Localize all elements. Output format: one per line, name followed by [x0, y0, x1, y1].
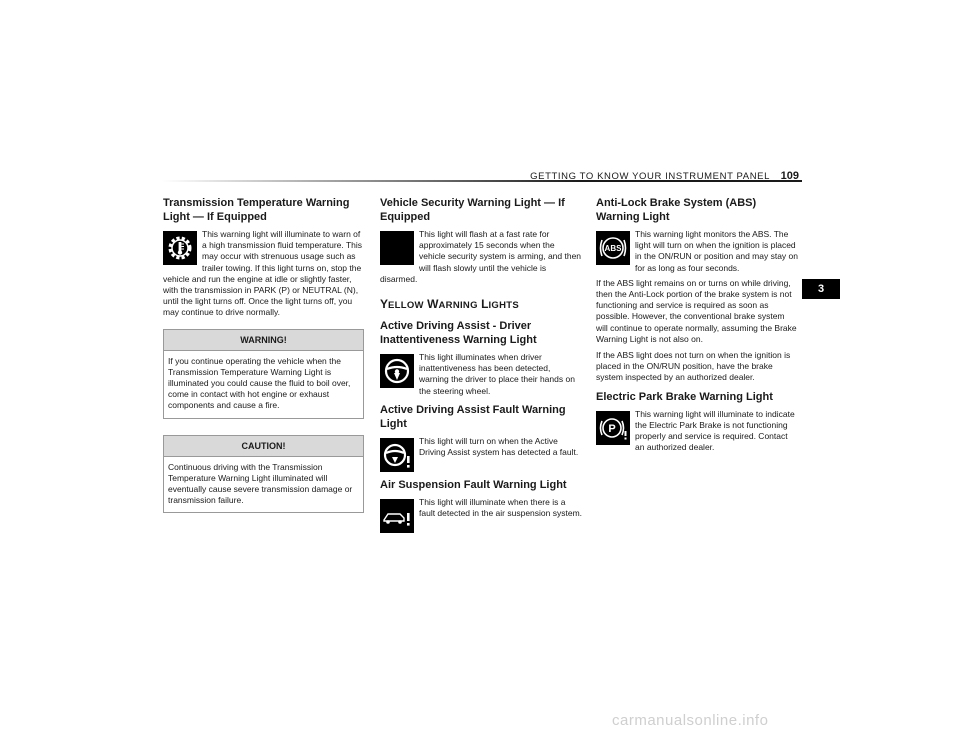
yellow-warning-lights-title: [380, 297, 582, 313]
abs-text: This warning light monitors the ABS. The light will turn on when the ignition is placed in the ON/RUN or position and may stay on for as long as four seconds.: [635, 229, 798, 273]
page-number: 109: [780, 170, 799, 182]
caution-box: [163, 435, 364, 514]
chapter-tab: 3: [802, 279, 840, 299]
epb-icon-label: P: [608, 422, 616, 435]
abs-paragraph-3: If the ABS light does not turn on when the ignition is placed in the ON/RUN position, have the brake system inspected by an authorized dealer.: [596, 350, 791, 383]
warning-title: WARNING!: [164, 330, 363, 351]
air-suspension-icon: [380, 499, 414, 533]
vehicle-security-block: [380, 229, 582, 285]
epb-text: This warning light will illuminate to indicate the Electric Park Brake is not functioning properly and service is required. Contact an authorized dealer.: [635, 408, 795, 453]
abs-paragraph-2: If the ABS light remains on or turns on while driving, then the Anti-Lock portion of the brake system is not functioning and service is required as soon as possible. However, the conventional brake system will continue to operate normally, assuming the Brake Warning Light is not also on.: [596, 277, 797, 344]
caution-title: CAUTION!: [164, 436, 363, 457]
column-3: [596, 196, 798, 457]
warning-body: If you continue operating the vehicle when the Transmission Temperature Warning Light is illuminated you could cause the fluid to boil over, come in contact with hot engine or exhaust components and cause a fire.: [168, 355, 351, 411]
title-rest-yellow: ELLOW: [388, 300, 424, 312]
header-rule-gradient: [162, 180, 582, 182]
caution-body: Continuous driving with the Transmission Temperature Warning Light illuminated will eventually cause severe transmission damage or transmission failure.: [168, 461, 353, 506]
air-suspension-heading: Air Suspension Fault Warning Light: [380, 478, 567, 491]
vehicle-security-heading: Vehicle Security Warning Light — If Equipped: [380, 197, 565, 223]
air-suspension-text: This light will illuminate when there is a fault detected in the air suspension system.: [419, 496, 582, 519]
ada-inattentiveness-text: This light illuminates when driver inattentiveness has been detected, warning the driver to place their hands on the steering wheel.: [419, 352, 575, 396]
title-letter-y: Y: [380, 297, 389, 312]
abs-icon-label: ABS: [604, 244, 622, 253]
ada-inattentiveness-heading: Active Driving Assist - Driver Inattentiveness Warning Light: [380, 320, 537, 347]
abs-block: [596, 229, 798, 274]
warning-box: [163, 329, 364, 419]
epb-heading: Electric Park Brake Warning Light: [596, 390, 773, 403]
park-brake-icon: [596, 411, 630, 445]
transmission-temp-text: This warning light will illuminate to warn of a high transmission fluid temperature. This may occur with strenuous usage such as trailer towing. If this light turns on, stop the vehicle and run the engine at idle or slightly faster, with the transmission in PARK (P) or NEUTRAL (N), until the light turns off. Once the light turns off, you may continue to drive normally.: [163, 229, 363, 318]
column-1: [163, 196, 364, 513]
steering-wheel-fault-icon: [380, 438, 414, 472]
title-rest-warning: ARNING: [438, 300, 478, 312]
ada-fault-heading: Active Driving Assist Fault Warning Light: [380, 403, 566, 430]
ada-inattentiveness-block: [380, 352, 582, 397]
vehicle-security-icon: [380, 231, 414, 265]
running-header: GETTING TO KNOW YOUR INSTRUMENT PANEL: [530, 171, 770, 182]
title-letter-w: W: [427, 297, 439, 312]
column-2: [380, 196, 582, 539]
abs-icon: [596, 231, 630, 265]
steering-wheel-icon: [380, 354, 414, 388]
title-rest-lights: IGHTS: [488, 300, 519, 312]
ada-fault-text: This light will turn on when the Active Driving Assist system has detected a fault.: [419, 435, 579, 458]
ada-fault-block: [380, 436, 582, 474]
watermark: carmanualsonline.info: [612, 712, 769, 729]
vehicle-security-text: This light will flash at a fast rate for approximately 15 seconds when the vehicle security system is arming, and then will flash slowly until the vehicle is disarmed.: [380, 229, 582, 284]
epb-block: [596, 409, 798, 454]
air-suspension-block: [380, 497, 582, 535]
abs-heading: Anti-Lock Brake System (ABS) Warning Light: [596, 197, 757, 223]
title-letter-l: L: [481, 297, 489, 312]
transmission-temp-heading: Transmission Temperature Warning Light — If Equipped: [163, 197, 350, 223]
transmission-temp-block: [163, 229, 364, 319]
transmission-temp-icon: [163, 231, 197, 265]
